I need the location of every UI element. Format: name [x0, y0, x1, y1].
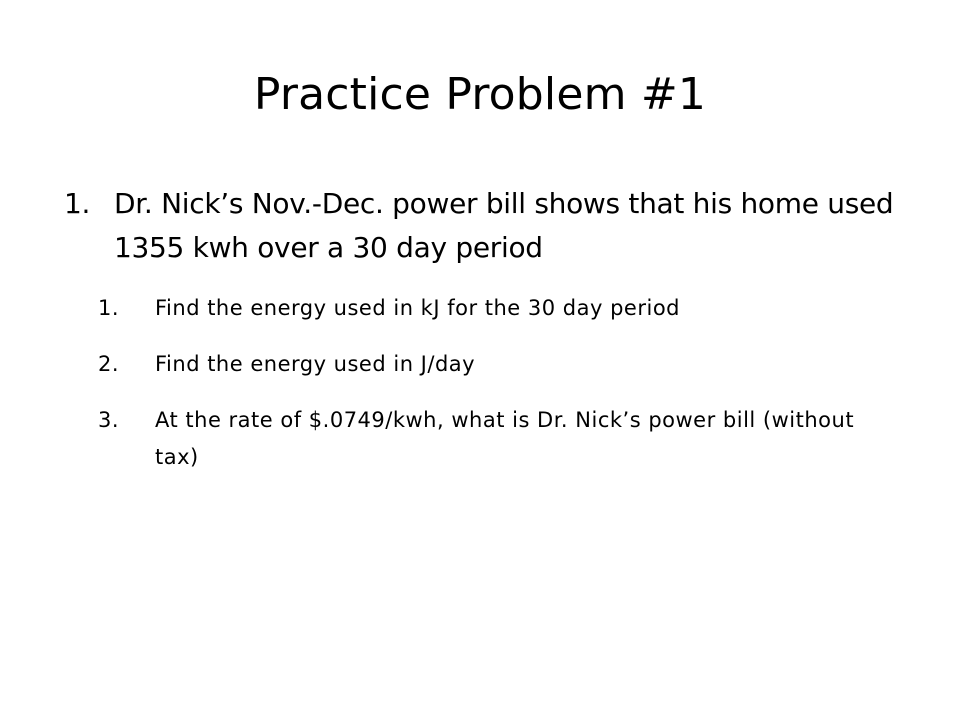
sub-list-item-text: Find the energy used in kJ for the 30 day period [155, 296, 680, 320]
sub-list-item-text: Find the energy used in J/day [155, 352, 476, 376]
list-item-text: Dr. Nick’s Nov.-Dec. power bill shows that his home used 1355 kwh over a 30 day period [114, 187, 894, 264]
sub-list-item-number: 1. [98, 296, 120, 320]
sub-list-item [98, 346, 868, 383]
sub-list-item [98, 402, 868, 476]
list-item-number: 1. [64, 187, 91, 220]
list-item [64, 182, 904, 270]
sub-list-item-number: 2. [98, 352, 120, 376]
sub-list-item-text: At the rate of $.0749/kwh, what is Dr. Nick’s power bill (without tax) [155, 408, 855, 469]
sub-list-item-number: 3. [98, 408, 120, 432]
sub-list-item [98, 290, 868, 327]
slide-title: Practice Problem #1 [253, 69, 707, 120]
